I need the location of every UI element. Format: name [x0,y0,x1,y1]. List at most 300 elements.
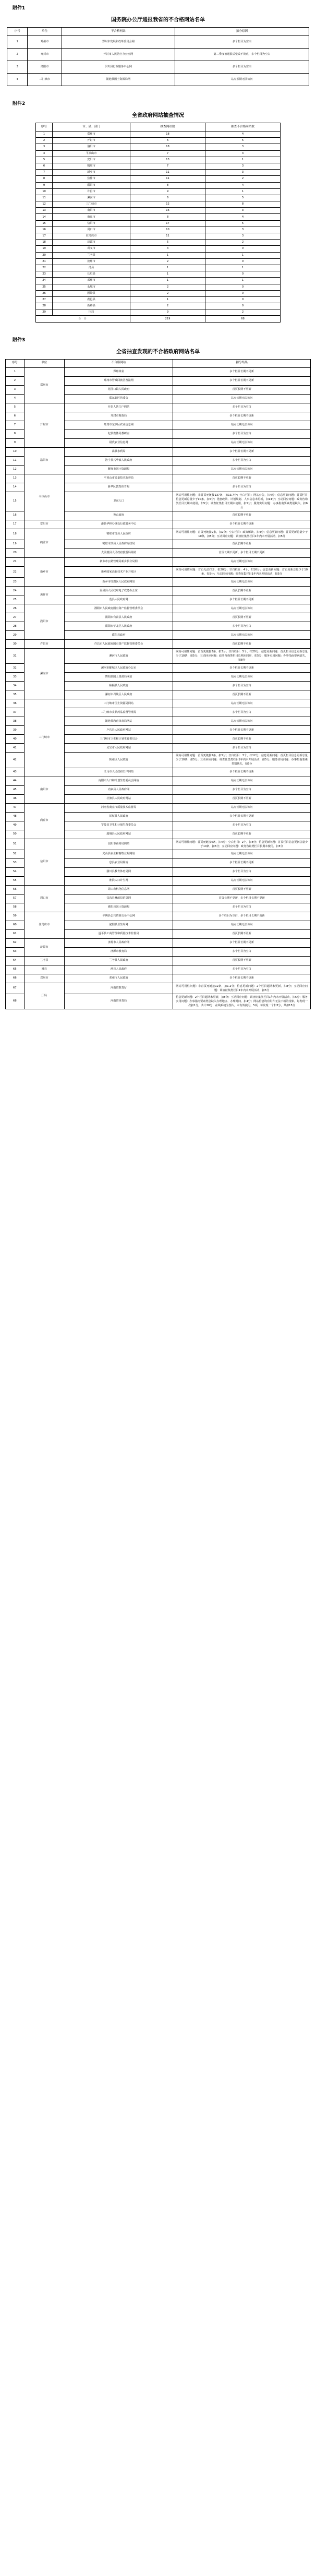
row-checked-count: 9 [130,188,205,195]
row-unit: 济源市 [24,938,64,956]
row-no: 11 [36,195,53,201]
row-no: 38 [6,717,25,726]
row-site: 义马市人民政府门户网站 [64,768,173,777]
row-failed-count: 3 [205,163,281,169]
row-region: 新乡市 [53,170,130,176]
row-no: 8 [6,430,25,438]
row-deduction-reason: 首页长期不更新 [173,794,311,803]
row-unit: 安阳市 [24,520,64,529]
row-region: 南阳市 [53,208,130,214]
row-site: 舞阳县国土资源局网站 [64,673,173,682]
row-failed-count: 0 [205,284,281,290]
row-failed-count: 2 [205,309,281,316]
row-no: 21 [6,558,25,567]
row-no: 6 [36,163,53,169]
row-deduction-reason: 多个栏目为空白 [173,744,311,753]
row-no: 1 [6,367,25,376]
table-row [6,529,311,540]
table-row [36,220,281,226]
attachment-2-label: 附件2 [13,101,26,106]
document-page [0,0,316,1016]
row-no: 68 [6,994,25,1009]
row-deduction-reason: 首页长期不更新 [173,885,311,894]
row-no: 59 [6,912,25,921]
row-site: 遂平县工商管理和质量技术监督局 [64,929,173,938]
attachment-3-section [0,332,316,1009]
table-row [36,150,281,157]
row-site: 兰考县人民政府 [64,956,173,965]
table-row [36,163,281,169]
row-failed-count: 0 [205,258,281,265]
table-row [6,640,311,649]
row-site: 泌阳县卫生局网 [64,921,173,929]
table-row [36,233,281,240]
table-row [7,49,309,61]
row-site: 内乡县人民政府网 [64,785,173,794]
row-no: 13 [36,208,53,214]
table-2-header [36,123,281,132]
row-no: 67 [6,983,25,994]
row-failed-count: 4 [205,132,281,138]
table-row [36,284,281,290]
table-row [6,474,311,483]
table-row [6,839,311,850]
col-header-reason: 扣分原因 [175,28,309,36]
row-deduction-reason: 多个栏目长期不更新 [173,664,311,673]
row-deduction-reason: 多个栏目为空白 [173,903,311,912]
row-no: 23 [6,578,25,587]
row-site: 平舆县公共资源交易中心网 [64,912,173,921]
table-2-body [36,132,281,323]
row-site: 范县人民政府网 [64,595,173,604]
row-failed-count: 1 [205,252,281,258]
col-header-no: 序号 [36,123,53,132]
row-no: 17 [36,233,53,240]
table-row [36,290,281,296]
row-site: 卫东人口 [64,492,173,511]
table-row [36,201,281,208]
row-no: 64 [6,956,25,965]
row-no: 18 [6,529,25,540]
row-failed-count: 8 [205,201,281,208]
row-deduction-reason: 首页长期不更新 [173,929,311,938]
row-deduction-reason: 站点长期无法访问 [173,876,311,885]
row-deduction-reason: 多个栏目为空白 [173,430,311,438]
table-row [6,447,311,456]
row-deduction-reason: 首页长期不更新 [173,830,311,839]
attachment-2-title: 全省政府网站抽查情况 [132,113,184,118]
row-site: 鲁山政府 [64,511,173,520]
row-failed-count: 4 [205,150,281,157]
row-region: 焦作市 [53,176,130,182]
row-deduction-reason: 网站可用性问题：首页死链接4条，扣4分；空白栏目：2个，扣8分；信息更新问题：首页栏目信息更新总量少于10条，扣5分；互动回应问题：政务咨询类栏目长期未使用，扣5分 [173,839,311,850]
row-region: 三门峡市 [53,201,130,208]
row-unit: 信阳市 [24,839,64,885]
row-site: 光山县农业和畜牧业局网站 [64,850,173,858]
row-checked-count: 7 [130,163,205,169]
row-deduction-reason: 多个栏目长期不更新 [173,726,311,735]
row-region: 长垣县 [53,271,130,278]
col-header-no: 序号 [6,359,25,367]
attachment-1-title: 国务院办公厅通报我省的不合格网站名单 [111,17,205,23]
row-no: 54 [6,867,25,876]
row-deduction-reason: 站点长期无法访问 [173,850,311,858]
row-reason: 第二季度被通报后整改不彻底，多个栏目为空白 [175,49,309,61]
row-deduction-reason: 站点长期无法访问 [173,777,311,785]
row-deduction-reason: 多个栏目为空白 [173,785,311,794]
row-no: 39 [6,726,25,735]
row-failed-count: 5 [205,195,281,201]
row-no: 30 [6,640,25,649]
row-deduction-reason: 多个栏目为空白 [173,867,311,876]
row-no: 15 [36,220,53,226]
row-no: 25 [6,595,25,604]
row-checked-count: 7 [130,150,205,157]
row-no: 15 [6,492,25,511]
row-site: 濮阳市华龙区人民政府 [64,622,173,631]
row-no: 4 [7,74,28,86]
attachment-3-title: 全省抽查发现的不合格政府网站名单 [116,349,200,355]
table-1-body [7,36,309,86]
row-deduction-reason: 站点长期无法访问 [173,578,311,587]
row-site: 临颍县人民政府 [64,682,173,690]
row-checked-count: 11 [130,233,205,240]
row-checked-count: 1 [130,252,205,258]
row-no: 49 [6,821,25,830]
row-site: 虞城县人民政府网站 [64,830,173,839]
row-site: 周口农机化信息网 [64,885,173,894]
row-failed-count: 0 [205,271,281,278]
row-no: 4 [36,150,53,157]
row-checked-count: 1 [130,296,205,303]
row-site: 鹤壁市淇县人民政府财政局 [64,540,173,549]
row-deduction-reason: 多个栏目长期不更新 [173,768,311,777]
row-site: 开封市龙亭区农业信息网 [64,421,173,430]
row-site: 嵩县水利局 [64,447,173,456]
row-no: 41 [6,744,25,753]
row-unit: 许昌市 [24,640,64,649]
table-row [36,278,281,284]
row-site: 漯河市郾城区人民政府办公室 [64,664,173,673]
row-failed-count: 2 [205,240,281,246]
row-deduction-reason: 多个栏目为空白 [173,947,311,956]
row-unit: 新乡市 [24,558,64,587]
row-site: 新乡国家高新技术产业开发区 [64,567,173,578]
row-site: 洛宁县兴华镇人民政府 [64,456,173,465]
row-unit: 商丘市 [24,803,64,839]
attachment-2-section [0,96,316,323]
row-deduction-reason: 多个栏目为空白 [173,622,311,631]
table-row [6,777,311,785]
table-1-header [7,28,309,36]
row-site: 开封市人民防空办公室网 [62,49,175,61]
unqualified-government-websites-table [5,359,311,1009]
row-failed-count: 0 [205,290,281,296]
row-checked-count: 2 [130,284,205,290]
row-region: 巩义市 [53,246,130,252]
row-region: 开封市 [53,138,130,144]
table-row [6,367,311,376]
row-no: 2 [36,138,53,144]
row-region: 濮阳市 [53,182,130,188]
row-unit: 周口市 [24,885,64,912]
row-region: 洛阳市 [53,144,130,150]
row-checked-count: 4 [130,246,205,252]
row-deduction-reason: 站点长期无法访问 [173,803,311,812]
table-3-header [6,359,311,367]
row-site: 漯河市人民政府 [64,649,173,664]
row-failed-count: 4 [205,214,281,220]
total-checked-count: 219 [130,316,205,322]
row-deduction-reason: 首页长期不更新 [173,587,311,595]
table-row [6,558,311,567]
row-no: 6 [6,412,25,421]
row-deduction-reason: 网站可用性问题：首页死链接3条，扣3分；空白栏目：5个，扣20分；信息更新问题：首页栏目信息更新总量少于10条，扣5分；互动回应问题：政务咨询类栏目长期未回应，扣5分；服务实用问题：办事指南要素缺失，扣8分 [173,649,311,664]
col-header-checked-count: 抽查网站数 [130,123,205,132]
row-unit: 濮阳市 [24,604,64,640]
row-no: 35 [6,690,25,699]
row-no: 51 [6,839,25,850]
row-site: 河南省教育厅 [64,983,173,994]
col-header-deduction: 扣分结果 [173,359,311,367]
row-unit: 驻马店市 [24,912,64,938]
row-site: 新华区教育体育局 [64,483,173,492]
row-no: 20 [36,252,53,258]
row-deduction-reason: 站点长期无法访问 [173,673,311,682]
row-no: 3 [36,144,53,150]
row-checked-count: 12 [130,201,205,208]
row-region: 周口市 [53,226,130,233]
total-label: 合 计 [36,316,130,322]
table-row [36,188,281,195]
row-site: 陕州区人民政府 [64,753,173,768]
row-checked-count: 2 [130,290,205,296]
col-header-site: 不合格网站 [64,359,173,367]
row-no: 57 [6,894,25,903]
row-site: 灵宝市人民政府网站 [64,744,173,753]
row-checked-count: 9 [130,309,205,316]
row-checked-count: 8 [130,214,205,220]
table-row [6,403,311,412]
attachment-3-label: 附件3 [13,337,26,343]
row-site: 淮滨人口计生网 [64,876,173,885]
total-failed-count: 68 [205,316,281,322]
col-header-unit: 单位 [24,359,64,367]
row-region: 安阳市 [53,157,130,163]
table-row [36,182,281,188]
row-no: 14 [36,214,53,220]
row-site: 漯河市召陵区人民政府 [64,690,173,699]
col-header-unit: 单位 [28,28,62,36]
row-deduction-reason: 首页长期不更新 [173,735,311,744]
table-row [36,144,281,150]
row-unit: 焦作市 [24,587,64,604]
row-deduction-reason: 多个栏目长期不更新 [173,376,311,385]
row-deduction-reason: 多个栏目长期不更新 [173,447,311,456]
row-deduction-reason: 站点长期无法访问 [173,631,311,640]
row-no: 50 [6,830,25,839]
row-site: 郑州林业 [64,367,173,376]
row-no: 12 [36,201,53,208]
row-failed-count: 5 [205,220,281,226]
row-no: 17 [6,520,25,529]
row-deduction-reason: 多个栏目为空白 [173,456,311,465]
row-checked-count: 2 [130,303,205,309]
row-no: 13 [6,474,25,483]
row-deduction-reason: 首页长期不更新 [173,511,311,520]
row-site: 许昌市人民政府国有资产监督管理委员会 [64,640,173,649]
row-no: 40 [6,735,25,744]
row-site: 南阳市人口和计划生育委员会网站 [64,777,173,785]
row-no: 10 [36,188,53,195]
row-deduction-reason: 多个栏目为空白 [173,821,311,830]
table-row [6,956,311,965]
row-region: 新蔡县 [53,303,130,309]
row-site: 卢氏县人民政府网站 [64,726,173,735]
table-row [36,138,281,144]
row-region: 郑州市 [53,132,130,138]
row-failed-count: 3 [205,233,281,240]
row-deduction-reason: 站点长期无法访问 [173,438,311,447]
row-deduction-reason: 多个栏目为空白 [173,965,311,974]
row-deduction-reason: 多个栏目长期不更新 [173,858,311,867]
table-row [6,649,311,664]
row-site: 杞县教体局教研室 [64,430,173,438]
row-region: 鹿邑县 [53,296,130,303]
row-deduction-reason: 首页长期不更新 [173,956,311,965]
row-no: 31 [6,649,25,664]
row-checked-count: 13 [130,157,205,163]
row-region: 平顶山市 [53,150,130,157]
row-site: 尉氏农业信息网 [64,438,173,447]
row-deduction-reason: 站点长期无法访问 [173,558,311,567]
row-no: 37 [6,708,25,717]
row-deduction-reason: 首页长期不更新 [173,385,311,394]
row-failed-count: 5 [205,138,281,144]
row-deduction-reason: 多个栏目为空白 [173,708,311,717]
row-unit: 邓州市 [24,974,64,983]
row-no: 7 [36,170,53,176]
row-site: 河南省商丘市质量技术监督局 [64,803,173,812]
row-unit: 南阳市 [24,777,64,803]
row-no: 34 [6,682,25,690]
row-no: 29 [6,631,25,640]
row-region: 商丘市 [53,214,130,220]
row-region: 济源市 [53,240,130,246]
col-header-site: 不合格网站 [62,28,175,36]
row-failed-count: 1 [205,188,281,195]
table-row [7,61,309,74]
row-no: 8 [36,176,53,182]
table-row [36,214,281,220]
row-no: 60 [6,921,25,929]
row-no: 47 [6,803,25,812]
table-row [7,36,309,49]
row-site: 平顶山市质量技术监督局 [64,474,173,483]
row-unit: 滑县 [24,965,64,974]
row-deduction-reason: 多个栏目长期不更新 [173,812,311,821]
row-no: 58 [6,903,25,912]
table-row [36,258,281,265]
row-no: 16 [36,226,53,233]
row-no: 1 [7,36,28,49]
row-deduction-reason: 站点长期无法访问 [173,421,311,430]
row-unit: 洛阳市 [24,447,64,474]
row-no: 45 [6,785,25,794]
row-unit: 平顶山市 [24,474,64,520]
row-site: 三门峡市食品药品监督管理局 [64,708,173,717]
table-row [6,912,311,921]
row-failed-count: 3 [205,208,281,214]
row-site: 偃师市国土资源局 [64,465,173,474]
row-no: 7 [6,421,25,430]
row-no: 10 [6,447,25,456]
row-no: 2 [6,376,25,385]
table-2-header-row [36,123,281,132]
row-deduction-reason: 首页长期不更新 [173,613,311,622]
row-site: 郑州市发展和改革委员会网 [62,36,175,49]
row-site: 郑州市管城回族区普法网 [64,376,173,385]
row-deduction-reason: 网站可用性问题：非首页死链接12条，扣1.2分；信息更新问题：2个栏目超期未更新，扣8分；互动回应问题：调查征集类栏目1年内未开展活动，扣5分 [173,983,311,994]
row-region: 永城市 [53,284,130,290]
row-no: 1 [36,132,53,138]
row-checked-count: 10 [130,226,205,233]
row-no: 25 [36,284,53,290]
row-checked-count: 11 [130,176,205,182]
row-region: 滑县 [53,265,130,271]
row-region: 驻马店市 [53,233,130,240]
table-row [6,803,311,812]
table-row [36,296,281,303]
row-checked-count: 1 [130,271,205,278]
row-site: 河南省体育局 [64,994,173,1009]
table-row [6,587,311,595]
row-unit: 三门峡市 [28,74,62,86]
row-site: 潢川县教育体育局网 [64,867,173,876]
table-row [36,240,281,246]
row-site: 济源市教育局 [64,947,173,956]
table-3-body [6,367,311,1009]
row-failed-count: 0 [205,296,281,303]
row-no: 42 [6,753,25,768]
row-no: 26 [36,290,53,296]
table-row [6,699,311,708]
unqualified-websites-reported-table [7,27,309,86]
row-deduction-reason: 首页长期不更新 [173,640,311,649]
table-row [36,176,281,182]
row-no: 63 [6,947,25,956]
table-row [6,885,311,894]
row-site: 邓州市人民政府 [64,974,173,983]
row-deduction-reason: 首页长期不更新、多个栏目长期不更新 [173,549,311,558]
table-3-header-row [6,359,311,367]
row-checked-count: 6 [130,138,205,144]
row-no: 28 [6,622,25,631]
row-deduction-reason: 站点长期无法访问 [173,604,311,613]
row-site: 社旗县人民政府网站 [64,794,173,803]
row-deduction-reason: 多个栏目为空白 [173,682,311,690]
row-deduction-reason: 站点长期无法访问 [173,717,311,726]
row-no: 27 [6,613,25,622]
row-site: 民权县人民政府 [64,812,173,821]
row-unit: 漯河市 [24,649,64,699]
row-site: 三门峡市国土资源局网站 [64,699,173,708]
row-site: 濮阳市人民政府国有资产监督管理委员会 [64,604,173,613]
row-deduction-reason: 信息更新问题：2个栏目超期未更新，扣8分；互动回应问题：调查征集类栏目1年内未开展活动，扣5分；服务实用问题：办事指南要素类别缺失办理地点、办理时间，扣4分；网站信息均有附件无法下载的现象，每发现一次扣1分，共计20分；在线系统为图片，未有效使用，5项，每发现一个扣3分，共扣15分 [173,994,311,1009]
table-row [36,309,281,316]
table-row [36,132,281,138]
row-failed-count: 4 [205,182,281,188]
